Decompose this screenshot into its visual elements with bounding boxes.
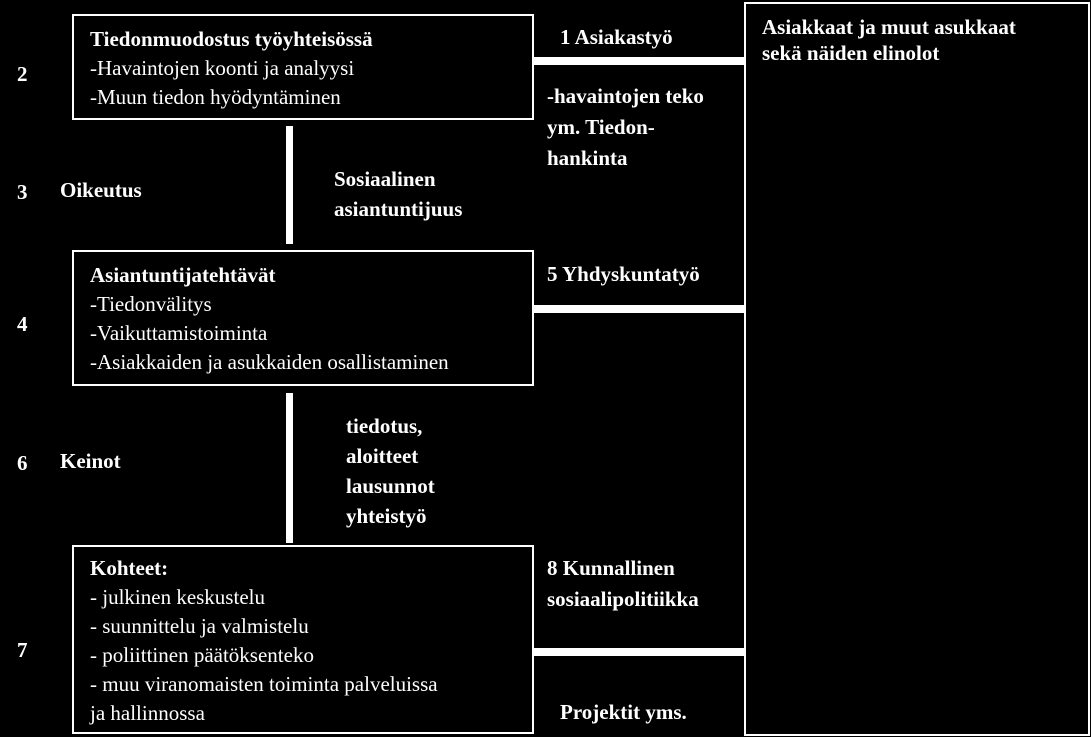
label-line: ym. Tiedon- (547, 115, 655, 139)
knowledge-formation-list (90, 54, 532, 112)
list-item: - poliittinen päätöksenteko (90, 643, 314, 667)
list-item: - suunnittelu ja valmistelu (90, 614, 309, 638)
methods-label (346, 411, 435, 531)
list-item: -Vaikuttamistoiminta (90, 321, 268, 345)
list-item: -Havaintojen koonti ja analyysi (90, 56, 355, 80)
row-number: 4 (17, 312, 28, 336)
label-line: aloitteet (346, 444, 419, 468)
clients-residents-line: sekä näiden elinolot (762, 41, 940, 65)
row-number: 3 (17, 180, 28, 204)
label-line: sosiaalipolitiikka (547, 587, 699, 611)
label-line: yhteistyö (346, 504, 427, 528)
targets-title: Kohteet: (90, 556, 169, 580)
horizontal-connector (534, 57, 746, 65)
label-line: Sosiaalinen (334, 167, 436, 191)
list-item: -Asiakkaiden ja asukkaiden osallistaminen (90, 350, 449, 374)
social-expertise-label (334, 164, 462, 224)
clients-residents-box (744, 2, 1090, 736)
observations-label (547, 81, 704, 174)
community-work-label: 5 Yhdyskuntatyö (547, 262, 700, 286)
knowledge-formation-box (72, 14, 534, 120)
horizontal-connector (534, 305, 746, 313)
justification-label: Oikeutus (60, 178, 142, 202)
list-item: -Tiedonvälitys (90, 292, 212, 316)
list-item: ja hallinnossa (90, 701, 205, 725)
list-item: - julkinen keskustelu (90, 585, 265, 609)
label-line: asiantuntijuus (334, 197, 463, 221)
vertical-connector (286, 393, 293, 543)
municipal-social-policy-label (547, 553, 699, 615)
expert-tasks-list (90, 290, 532, 377)
horizontal-connector (534, 648, 746, 656)
label-line: tiedotus, (346, 414, 423, 438)
label-line: lausunnot (346, 474, 435, 498)
label-line: -havaintojen teko (547, 84, 704, 108)
projects-label: Projektit yms. (560, 700, 687, 724)
means-label: Keinot (60, 449, 121, 473)
clients-residents-line: Asiakkaat ja muut asukkaat (762, 15, 1016, 39)
row-number: 7 (17, 638, 28, 662)
knowledge-formation-title: Tiedonmuodostus työyhteisössä (90, 27, 373, 51)
vertical-connector (286, 126, 293, 244)
label-line: hankinta (547, 146, 628, 170)
expert-tasks-title: Asiantuntijatehtävät (90, 263, 276, 287)
list-item: - muu viranomaisten toiminta palveluissa (90, 672, 438, 696)
expert-tasks-box (72, 250, 534, 386)
targets-box (72, 545, 534, 734)
targets-list (90, 583, 532, 728)
row-number: 6 (17, 451, 28, 475)
client-work-label: 1 Asiakastyö (560, 25, 673, 49)
row-number: 2 (17, 62, 28, 86)
list-item: -Muun tiedon hyödyntäminen (90, 85, 341, 109)
label-line: 8 Kunnallinen (547, 556, 675, 580)
